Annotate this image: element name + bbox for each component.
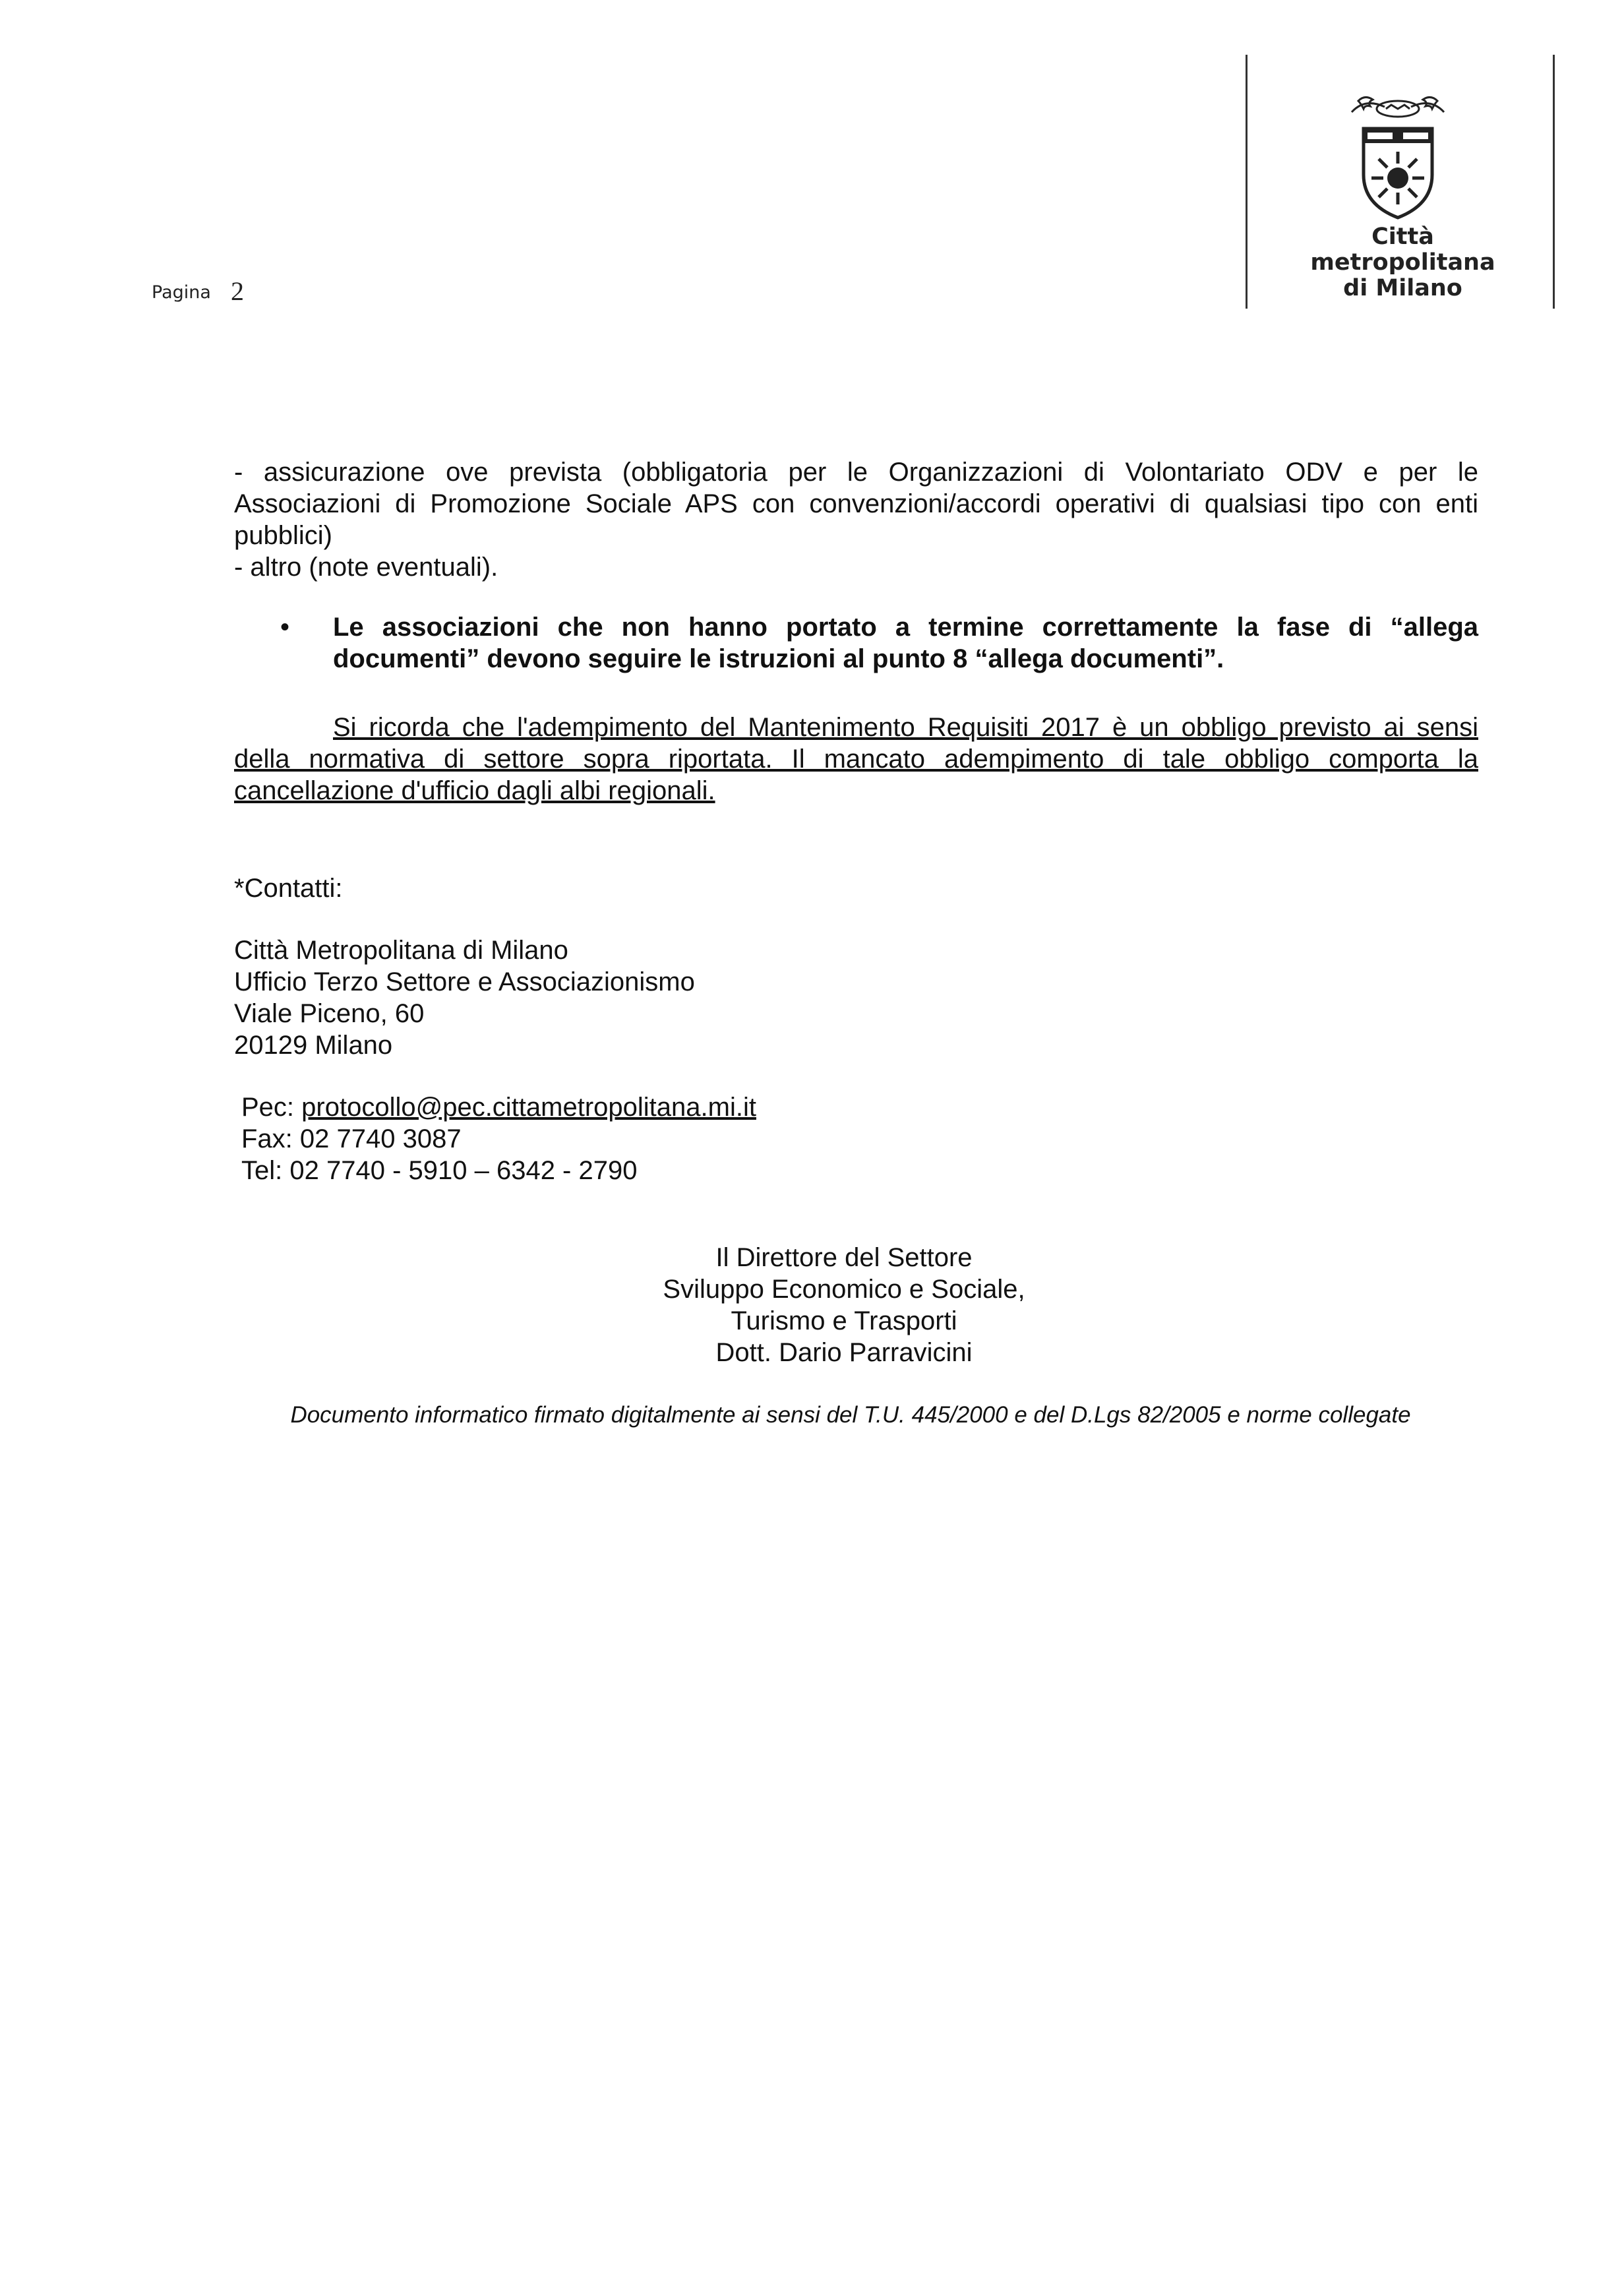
reminder-line: Si ricorda che l'adempimento del Mantenimento Requisiti 2017 è un obbligo previsto ai sensi	[333, 713, 1478, 742]
digital-signature-note: Documento informatico firmato digitalmente ai sensi del T.U. 445/2000 e del D.Lgs 82/2005 e norme collegate	[290, 1402, 1411, 1428]
contacts-heading: *Contatti:	[234, 874, 343, 903]
org-name-line: metropolitana	[1310, 249, 1495, 276]
signature-line: Il Direttore del Settore	[715, 1243, 973, 1272]
header-divider-right	[1553, 55, 1555, 309]
reminder-line: della normativa di settore sopra riportata. Il mancato adempimento di tale obbligo comporta la	[234, 745, 1478, 774]
bullet-line: Le associazioni che non hanno portato a termine correttamente la fase di “allega	[333, 613, 1478, 642]
pec-line	[241, 1091, 756, 1123]
requirements-line: - assicurazione ove prevista (obbligatoria per le Organizzazioni di Volontariato ODV e per le	[234, 458, 1478, 487]
contacts-street: Viale Piceno, 60	[234, 999, 425, 1028]
reminder-paragraph	[234, 712, 1478, 807]
header-divider-left	[1246, 55, 1248, 309]
requirements-line: - altro (note eventuali).	[234, 553, 498, 582]
contacts-city: 20129 Milano	[234, 1031, 393, 1060]
requirements-paragraph	[234, 456, 1478, 583]
org-name-line: di Milano	[1343, 275, 1462, 301]
signature-line: Dott. Dario Parravicini	[715, 1338, 973, 1367]
org-name-line: Città	[1371, 224, 1434, 250]
tel-line: Tel: 02 7740 - 5910 – 6342 - 2790	[241, 1156, 638, 1185]
reminder-line: cancellazione d'ufficio dagli albi regionali.	[234, 776, 715, 805]
org-name	[1273, 224, 1533, 301]
signature-line: Turismo e Trasporti	[731, 1306, 957, 1335]
bullet-line: documenti” devono seguire le istruzioni al punto 8 “allega documenti”.	[333, 644, 1224, 673]
contacts-org: Città Metropolitana di Milano	[234, 936, 568, 965]
bullet-icon: •	[280, 613, 290, 642]
signature-block	[580, 1242, 1108, 1368]
coat-of-arms-icon	[1345, 89, 1451, 221]
requirements-line: pubblici)	[234, 521, 332, 550]
fax-line: Fax: 02 7740 3087	[241, 1124, 462, 1153]
contacts-office: Ufficio Terzo Settore e Associazionismo	[234, 967, 695, 996]
bullet-item	[234, 611, 1478, 675]
pec-label: Pec:	[241, 1093, 302, 1122]
signature-line: Sviluppo Economico e Sociale,	[663, 1275, 1025, 1304]
page-label: Pagina	[152, 282, 211, 303]
page-number: 2	[231, 276, 244, 306]
requirements-line: Associazioni di Promozione Sociale APS con convenzioni/accordi operativi di qualsiasi tipo con enti	[234, 489, 1478, 518]
pec-email-link[interactable]: protocollo@pec.cittametropolitana.mi.it	[301, 1093, 756, 1122]
